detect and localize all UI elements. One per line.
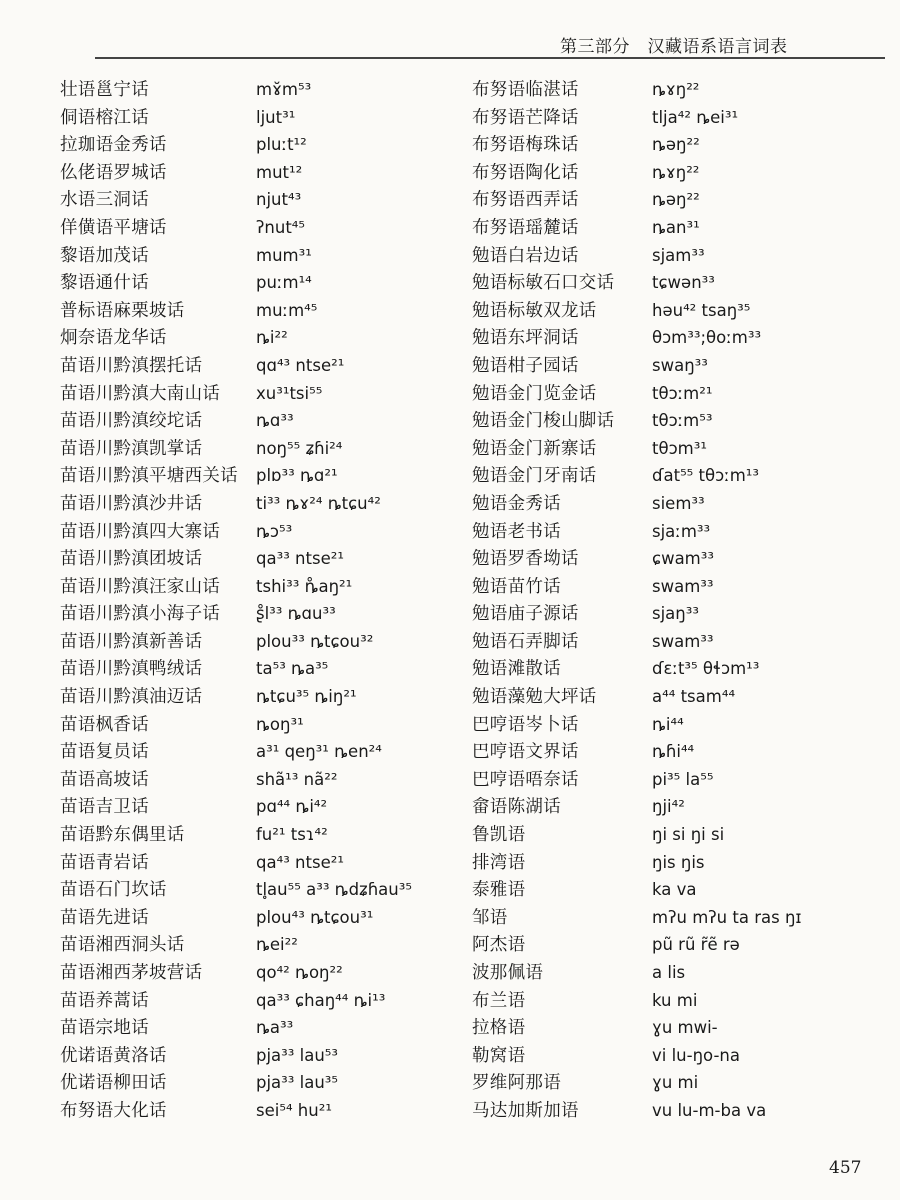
word-form: xu³¹tsi⁵⁵ xyxy=(256,383,323,403)
entry-row xyxy=(472,1097,892,1125)
language-name: 布努语大化话 xyxy=(60,1100,167,1121)
language-name: 勉语石弄脚话 xyxy=(472,631,579,652)
entry-row xyxy=(60,1097,460,1125)
language-name: 勉语藻勉大坪话 xyxy=(472,687,597,708)
word-form: muːm⁴⁵ xyxy=(256,300,318,320)
language-name: 普标语麻栗坡话 xyxy=(60,300,185,321)
language-name: 勉语标敏双龙话 xyxy=(472,300,597,321)
language-name: 勉语白岩边话 xyxy=(472,245,579,266)
word-form: ȵəŋ²² xyxy=(652,135,700,155)
word-form: tl̥au⁵⁵ a³³ ȵdʑɦau³⁵ xyxy=(256,880,412,900)
language-name: 排湾语 xyxy=(472,852,526,873)
word-form: plou⁴³ ȵtɕou³¹ xyxy=(256,907,374,927)
word-form: ȵoŋ³¹ xyxy=(256,714,304,734)
word-form: vi lu-ŋo-na xyxy=(652,1045,740,1065)
entry-row xyxy=(472,655,892,683)
word-form: a⁴⁴ tsam⁴⁴ xyxy=(652,687,736,707)
language-name: 黎语加茂话 xyxy=(60,245,149,266)
language-name: 马达加斯加语 xyxy=(472,1100,579,1121)
entry-row xyxy=(60,462,460,490)
language-name: 苗语高坡话 xyxy=(60,769,149,790)
language-name: 阿杰语 xyxy=(472,935,526,956)
entry-row xyxy=(472,462,892,490)
entry-row xyxy=(60,628,460,656)
word-form: ŋis ŋis xyxy=(652,852,705,872)
word-form: a lis xyxy=(652,963,686,982)
word-form: pja³³ lau⁵³ xyxy=(256,1045,339,1065)
word-form: ɣu mwi- xyxy=(652,1018,718,1038)
word-form: puːm¹⁴ xyxy=(256,273,312,293)
entry-row xyxy=(472,1042,892,1070)
entry-row xyxy=(472,324,892,352)
entry-row xyxy=(472,214,892,242)
language-name: 苗语川黔滇新善话 xyxy=(60,631,203,652)
language-name: 优诺语黄洛话 xyxy=(60,1045,167,1066)
language-name: 苗语川黔滇沙井话 xyxy=(60,493,203,514)
entry-row xyxy=(60,242,460,270)
entry-row xyxy=(472,545,892,573)
entry-row xyxy=(60,600,460,628)
word-form: ȵɤŋ²² xyxy=(652,80,700,99)
entry-row xyxy=(60,1014,460,1042)
language-name: 布努语临湛话 xyxy=(472,80,579,100)
entry-row xyxy=(60,904,460,932)
word-form: qa³³ ɕhaŋ⁴⁴ ȵi¹³ xyxy=(256,990,386,1010)
entry-row xyxy=(472,793,892,821)
language-name: 布兰语 xyxy=(472,990,526,1011)
word-form: sjaŋ³³ xyxy=(652,604,699,624)
entry-row xyxy=(60,959,460,987)
word-form: θɔm³³;θoːm³³ xyxy=(652,328,762,348)
language-name: 苗语养蒿话 xyxy=(60,990,149,1011)
entry-row xyxy=(60,849,460,877)
word-form: pi³⁵ la⁵⁵ xyxy=(652,769,714,789)
word-form: siem³³ xyxy=(652,493,705,513)
word-form: swam³³ xyxy=(652,631,714,651)
right-column xyxy=(472,76,892,1125)
language-name: 苗语湘西洞头话 xyxy=(60,935,185,956)
language-name: 苗语川黔滇汪家山话 xyxy=(60,576,221,597)
entry-row xyxy=(472,711,892,739)
entry-row xyxy=(60,297,460,325)
language-name: 苗语川黔滇绞坨话 xyxy=(60,411,203,432)
language-name: 布努语瑶麓话 xyxy=(472,217,579,238)
entry-row xyxy=(472,1069,892,1097)
word-form: ȵɑ³³ xyxy=(256,411,294,431)
entry-row xyxy=(60,545,460,573)
entry-row xyxy=(472,76,892,104)
entry-row xyxy=(60,793,460,821)
language-name: 苗语川黔滇鸭绒话 xyxy=(60,659,203,680)
word-form: həu⁴² tsaŋ³⁵ xyxy=(652,300,751,320)
language-name: 苗语川黔滇油迈话 xyxy=(60,687,203,708)
entry-row xyxy=(472,683,892,711)
language-name: 畲语陈湖话 xyxy=(472,797,561,818)
entry-row xyxy=(60,987,460,1015)
language-name: 泰雅语 xyxy=(472,880,526,901)
word-form: pɑ⁴⁴ ȵi⁴² xyxy=(256,797,328,817)
word-form: mʔu mʔu ta ras ŋɪ xyxy=(652,907,802,927)
entry-row xyxy=(60,324,460,352)
word-form: noŋ⁵⁵ ʑɦi²⁴ xyxy=(256,438,343,458)
language-name: 侗语榕江话 xyxy=(60,107,149,128)
entry-row xyxy=(60,435,460,463)
running-head: 第三部分 汉藏语系语言词表 xyxy=(560,37,788,57)
language-name: 勉语金秀话 xyxy=(472,493,561,514)
entry-row xyxy=(60,821,460,849)
entry-row xyxy=(472,959,892,987)
word-form: pja³³ lau³⁵ xyxy=(256,1073,339,1093)
language-name: 巴哼语唔奈话 xyxy=(472,769,579,790)
entry-row xyxy=(60,655,460,683)
entry-row xyxy=(472,242,892,270)
word-form: shã¹³ nã²² xyxy=(256,769,338,789)
word-form: ta⁵³ ȵa³⁵ xyxy=(256,659,329,679)
word-form: ŋji⁴² xyxy=(652,797,685,817)
entry-row xyxy=(472,131,892,159)
language-name: 巴哼语文界话 xyxy=(472,742,579,763)
language-name: 勉语东坪洞话 xyxy=(472,328,579,349)
entry-row xyxy=(60,269,460,297)
word-form: ŋi si ŋi si xyxy=(652,825,725,845)
word-form: njut⁴³ xyxy=(256,190,302,210)
word-form: ɣu mi xyxy=(652,1073,699,1093)
word-form: tɕwən³³ xyxy=(652,273,715,293)
entry-row xyxy=(472,186,892,214)
word-form: tθɔːm⁵³ xyxy=(652,411,713,431)
word-form: pluːt¹² xyxy=(256,135,307,155)
entry-row xyxy=(472,931,892,959)
entry-row xyxy=(60,214,460,242)
entry-row xyxy=(60,131,460,159)
entry-row xyxy=(472,518,892,546)
language-name: 勉语柑子园话 xyxy=(472,355,579,376)
language-name: 苗语青岩话 xyxy=(60,852,149,873)
language-name: 苗语湘西茅坡营话 xyxy=(60,963,203,983)
entry-row xyxy=(472,600,892,628)
entry-row xyxy=(60,683,460,711)
language-name: 勉语金门览金话 xyxy=(472,383,597,404)
header-rule xyxy=(95,57,885,59)
language-name: 苗语石门坎话 xyxy=(60,880,167,901)
word-form: ȵei²² xyxy=(256,935,298,955)
entry-row xyxy=(472,490,892,518)
word-form: qɑ⁴³ ntse²¹ xyxy=(256,355,345,375)
entry-row xyxy=(60,380,460,408)
language-name: 黎语通什话 xyxy=(60,273,149,294)
entry-row xyxy=(472,766,892,794)
language-name: 波那佩语 xyxy=(472,963,544,983)
language-name: 勉语苗竹话 xyxy=(472,576,561,597)
language-name: 鲁凯语 xyxy=(472,825,526,846)
language-name: 布努语芒降话 xyxy=(472,107,579,128)
word-form: vu lu-m-ba va xyxy=(652,1100,767,1120)
word-form: mut¹² xyxy=(256,162,303,182)
word-form: ku mi xyxy=(652,990,698,1010)
language-name: 苗语川黔滇平塘西关话 xyxy=(60,466,238,487)
word-form: sjam³³ xyxy=(652,245,705,265)
language-name: 勉语罗香坳话 xyxy=(472,549,579,570)
word-form: mum³¹ xyxy=(256,245,312,265)
word-form: ȵɦi⁴⁴ xyxy=(652,742,695,762)
entry-row xyxy=(472,269,892,297)
language-name: 苗语枫香话 xyxy=(60,714,149,735)
entry-row xyxy=(472,1014,892,1042)
word-form: pũ rũ r̃ẽ rə xyxy=(652,935,740,955)
language-name: 勉语滩散话 xyxy=(472,659,561,680)
word-form: qo⁴² ȵoŋ²² xyxy=(256,963,343,982)
entry-row xyxy=(472,407,892,435)
language-name: 苗语先进话 xyxy=(60,907,149,928)
language-name: 壮语邕宁话 xyxy=(60,80,149,100)
language-name: 水语三洞话 xyxy=(60,190,149,211)
word-form: fu²¹ tsɿ⁴² xyxy=(256,825,328,845)
word-form: ljut³¹ xyxy=(256,107,296,127)
language-name: 苗语吉卫话 xyxy=(60,797,149,818)
entry-row xyxy=(472,159,892,187)
language-name: 炯奈语龙华话 xyxy=(60,328,167,349)
word-form: sei⁵⁴ hu²¹ xyxy=(256,1100,332,1120)
word-form: ȵəŋ²² xyxy=(652,190,700,210)
word-form: tshi³³ ȵ̊aŋ²¹ xyxy=(256,576,353,596)
language-name: 苗语宗地话 xyxy=(60,1018,149,1039)
entry-row xyxy=(472,738,892,766)
language-name: 罗维阿那语 xyxy=(472,1073,561,1094)
entry-row xyxy=(472,297,892,325)
entry-row xyxy=(60,1042,460,1070)
language-name: 拉珈语金秀话 xyxy=(60,135,167,156)
entry-row xyxy=(60,766,460,794)
language-name: 优诺语柳田话 xyxy=(60,1073,167,1094)
language-name: 拉格语 xyxy=(472,1018,526,1039)
entry-row xyxy=(60,352,460,380)
entry-row xyxy=(60,1069,460,1097)
language-name: 苗语川黔滇大南山话 xyxy=(60,383,221,404)
entry-row xyxy=(60,407,460,435)
word-form: ȵi⁴⁴ xyxy=(652,714,684,734)
word-form: ȵa³³ xyxy=(256,1018,294,1038)
word-form: tθɔm³¹ xyxy=(652,438,707,458)
entry-row xyxy=(472,573,892,601)
entry-row xyxy=(472,821,892,849)
entry-row xyxy=(60,104,460,132)
word-form: ɕwam³³ xyxy=(652,549,714,569)
language-name: 苗语复员话 xyxy=(60,742,149,763)
entry-row xyxy=(472,628,892,656)
word-form: ȵɔ⁵³ xyxy=(256,521,293,541)
word-form: ȵan³¹ xyxy=(652,217,700,237)
word-form: a³¹ qeŋ³¹ ȵen²⁴ xyxy=(256,742,382,762)
entry-row xyxy=(60,76,460,104)
word-form: ʔnut⁴⁵ xyxy=(256,217,306,237)
word-form: ti³³ ȵɤ²⁴ ȵtɕu⁴² xyxy=(256,493,381,513)
language-name: 仫佬语罗城话 xyxy=(60,162,167,183)
word-form: ȵtɕu³⁵ ȵiŋ²¹ xyxy=(256,687,357,707)
word-form: tθɔːm²¹ xyxy=(652,383,713,403)
entry-row xyxy=(60,186,460,214)
word-form: plɒ³³ ȵɑ²¹ xyxy=(256,466,338,486)
entry-row xyxy=(472,352,892,380)
entry-row xyxy=(472,104,892,132)
entry-row xyxy=(472,380,892,408)
language-name: 佯僙语平塘话 xyxy=(60,217,167,238)
language-name: 布努语梅珠话 xyxy=(472,135,579,156)
language-name: 苗语川黔滇摆托话 xyxy=(60,355,203,376)
language-name: 勉语金门梭山脚话 xyxy=(472,411,615,432)
entry-row xyxy=(472,435,892,463)
entry-row xyxy=(60,518,460,546)
entry-row xyxy=(60,876,460,904)
word-form: qa³³ ntse²¹ xyxy=(256,549,344,569)
entry-row xyxy=(60,711,460,739)
language-name: 布努语陶化话 xyxy=(472,162,579,183)
left-column xyxy=(60,76,460,1125)
language-name: 巴哼语岑卜话 xyxy=(472,714,579,735)
entry-row xyxy=(472,849,892,877)
word-form: plou³³ ȵtɕou³² xyxy=(256,631,374,651)
language-name: 苗语川黔滇四大寨话 xyxy=(60,521,221,542)
entry-row xyxy=(472,876,892,904)
word-form: mɤ̆m⁵³ xyxy=(256,80,312,99)
word-form: ɗɛːt³⁵ θɬɔm¹³ xyxy=(652,659,760,679)
entry-row xyxy=(472,904,892,932)
entry-row xyxy=(60,159,460,187)
language-name: 邹语 xyxy=(472,907,508,928)
language-name: 勉语金门牙南话 xyxy=(472,466,597,487)
page-number: 457 xyxy=(829,1158,862,1178)
language-name: 勉语金门新寨话 xyxy=(472,438,597,459)
language-name: 苗语川黔滇小海子话 xyxy=(60,604,221,625)
entry-row xyxy=(60,573,460,601)
language-name: 勉语标敏石口交话 xyxy=(472,273,615,294)
language-name: 苗语川黔滇团坡话 xyxy=(60,549,203,570)
entry-row xyxy=(60,490,460,518)
language-name: 苗语川黔滇凯掌话 xyxy=(60,438,203,459)
language-name: 勉语庙子源话 xyxy=(472,604,579,625)
word-form: ȵɤŋ²² xyxy=(652,162,700,182)
word-form: ʂ̊l³³ ȵɑu³³ xyxy=(256,604,336,624)
language-name: 勒窝语 xyxy=(472,1045,526,1066)
entry-row xyxy=(60,931,460,959)
word-form: sjaːm³³ xyxy=(652,521,711,541)
word-form: swaŋ³³ xyxy=(652,355,708,375)
language-name: 苗语黔东偶里话 xyxy=(60,825,185,846)
language-name: 布努语西弄话 xyxy=(472,190,579,211)
word-form: ȵi²² xyxy=(256,328,288,348)
word-form: tlja⁴² ȵei³¹ xyxy=(652,107,739,127)
language-name: 勉语老书话 xyxy=(472,521,561,542)
word-form: ɗat⁵⁵ tθɔːm¹³ xyxy=(652,466,760,486)
entry-row xyxy=(60,738,460,766)
entry-row xyxy=(472,987,892,1015)
word-form: swam³³ xyxy=(652,576,714,596)
word-form: qa⁴³ ntse²¹ xyxy=(256,852,344,872)
word-form: ka va xyxy=(652,880,697,900)
